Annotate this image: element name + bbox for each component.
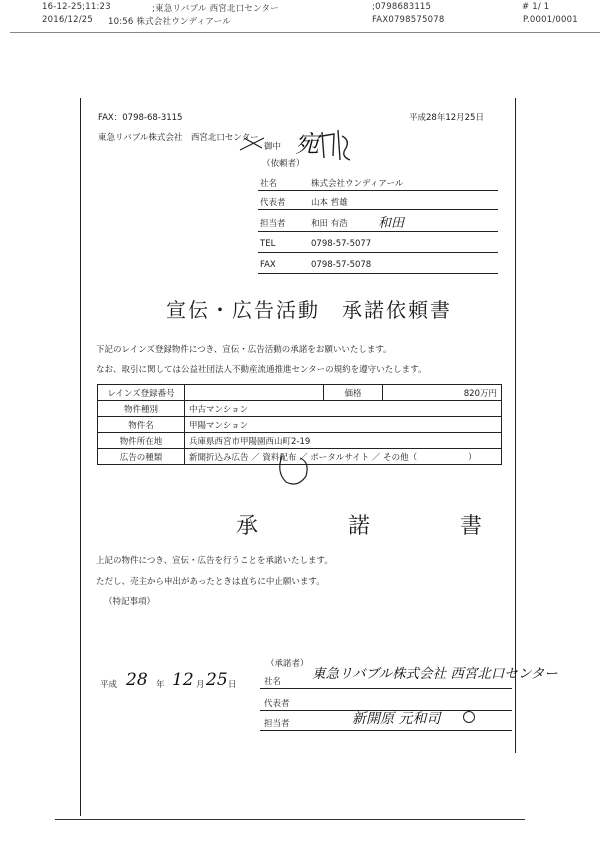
- recipient-honorific: 御中: [264, 142, 282, 152]
- fax-header-date: 2016/12/25: [42, 15, 93, 25]
- requester-company-line: [258, 190, 498, 191]
- price-label: 価格: [324, 385, 383, 401]
- requester-tel-value: 0798-57-5077: [311, 239, 372, 249]
- requester-fax-label: FAX: [260, 260, 276, 270]
- right-border: [515, 98, 516, 753]
- staff-handwritten-seal: 和田: [378, 216, 405, 231]
- table-row: [98, 385, 502, 401]
- approval-date-day: 25: [206, 670, 228, 690]
- handwritten-addressee: 宛: [295, 130, 319, 158]
- document-date: 平成28年12月25日: [409, 113, 484, 123]
- fax-header-datetime: 16-12-25;11:23: [42, 2, 111, 12]
- property-name-value: 甲陽マンション: [185, 417, 502, 433]
- fax-header-pageno: P.0001/0001: [523, 15, 578, 25]
- requester-fax-line: [258, 273, 498, 274]
- fax-header-time: 10:56 株式会社ウンディアール: [108, 17, 231, 27]
- consenter-rep-label: 代表者: [264, 699, 290, 709]
- table-row: [98, 433, 502, 449]
- consenter-label: （承諾者）: [266, 659, 309, 669]
- requester-rep-line: [258, 209, 498, 210]
- intro-line-1: 下記のレインズ登録物件につき、宣伝・広告活動の承諾をお願いいたします。: [96, 345, 392, 355]
- document-title: 宣伝・広告活動 承諾依頼書: [166, 298, 452, 322]
- requester-company-value: 株式会社ウンディアール: [311, 179, 404, 189]
- price-value: 820万円: [383, 385, 502, 401]
- approval-date-month-unit: 月: [196, 680, 205, 690]
- fax-header-divider: [10, 32, 600, 33]
- sender-fax: FAX：0798-68-3115: [98, 113, 183, 123]
- approval-date-year: 28: [126, 670, 148, 690]
- reins-number-label: レインズ登録番号: [98, 385, 185, 401]
- requester-staff-value: 和田 有浩: [311, 219, 348, 229]
- requester-tel-line: [258, 252, 498, 253]
- circled-selection: [274, 450, 312, 490]
- consenter-company-value: 東急リバブル株式会社 西宮北口センター: [312, 666, 558, 682]
- requester-fax-value: 0798-57-5078: [311, 260, 372, 270]
- fax-header-number: ;0798683115: [372, 2, 432, 12]
- bottom-divider: [55, 819, 525, 820]
- requester-tel-label: TEL: [260, 239, 276, 249]
- requester-rep-value: 山本 哲雄: [311, 198, 348, 208]
- seal-stamp-icon: [462, 710, 476, 724]
- special-notes-label: （特記事項）: [104, 597, 156, 607]
- requester-company-label: 社名: [260, 179, 278, 189]
- ad-type-label: 広告の種類: [98, 449, 185, 465]
- fax-header-fax: FAX0798575078: [372, 15, 445, 25]
- left-border: [80, 98, 81, 816]
- consenter-staff-label: 担当者: [264, 719, 290, 729]
- handwritten-scribble: [318, 126, 352, 166]
- requester-rep-label: 代表者: [260, 198, 286, 208]
- property-address-value: 兵庫県西宮市甲陽園西山町2-19: [185, 433, 502, 449]
- consenter-staff-line: [260, 730, 512, 731]
- property-name-label: 物件名: [98, 417, 185, 433]
- consenter-staff-value: 新開原 元和司: [352, 711, 441, 727]
- property-type-value: 中古マンション: [185, 401, 502, 417]
- intro-line-2: なお、取引に関しては公益社団法人不動産流通推進センターの規約を遵守いたします。: [96, 365, 427, 375]
- requester-label: （依頼者）: [262, 159, 305, 169]
- approval-date-era: 平成: [100, 680, 118, 690]
- fax-header-sender: ;東急リバブル 西宮北口センター: [152, 4, 279, 14]
- fax-header-page: # 1/ 1: [522, 2, 550, 12]
- approval-line-2: ただし、売主から申出があったときは直ちに中止願います。: [96, 577, 325, 587]
- property-type-label: 物件種別: [98, 401, 185, 417]
- table-row: [98, 401, 502, 417]
- approval-title: 承 諾 書: [236, 514, 517, 539]
- ad-type-value: 新聞折込み広告 ／ 資料配布 ／ ポータルサイト ／ その他（ ）: [185, 449, 502, 465]
- approval-date-month: 12: [172, 670, 194, 690]
- consenter-company-label: 社名: [264, 677, 282, 687]
- property-address-label: 物件所在地: [98, 433, 185, 449]
- strike-mark: [238, 134, 268, 154]
- recipient-company: 東急リバブル株式会社 西宮北口センター: [98, 133, 259, 143]
- approval-line-1: 上記の物件につき、宣伝・広告を行うことを承諾いたします。: [96, 556, 333, 566]
- table-row: [98, 417, 502, 433]
- approval-date-year-unit: 年: [156, 680, 165, 690]
- requester-staff-label: 担当者: [260, 219, 286, 229]
- requester-staff-line: [258, 231, 498, 232]
- reins-number-value: [185, 385, 324, 401]
- approval-date-day-unit: 日: [228, 680, 237, 690]
- consenter-company-line: [260, 688, 512, 689]
